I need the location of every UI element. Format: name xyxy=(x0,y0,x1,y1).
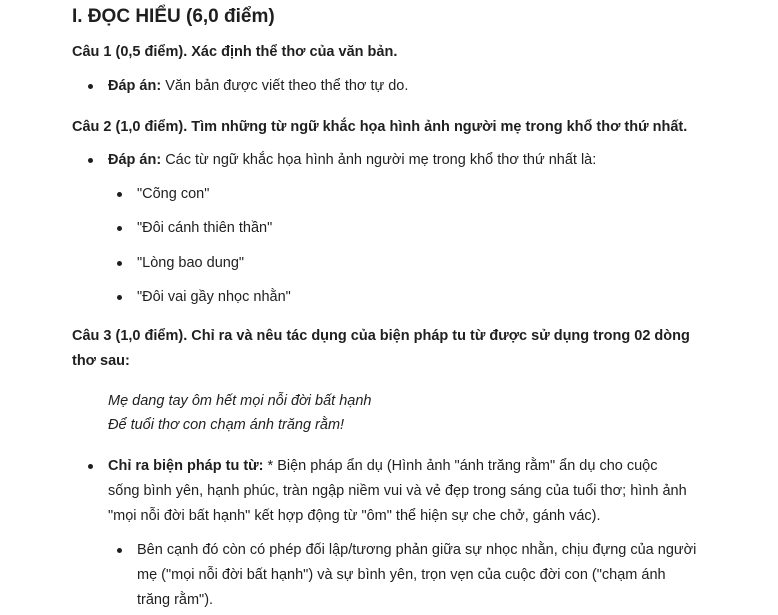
list-item: "Đôi cánh thiên thần" xyxy=(137,220,273,236)
sub-bullet-dot xyxy=(117,261,122,266)
question-3-title-line-1: Câu 3 (1,0 điểm). Chỉ ra và nêu tác dụng của biện pháp tu từ được sử dụng trong 02 dòng xyxy=(72,328,690,344)
question-3-point-line-3: "mọi nỗi đời bất hạnh" kết hợp động từ "ôm" thể hiện sự che chở, gánh vác). xyxy=(108,508,601,524)
question-3-sub-line-2: mẹ ("mọi nỗi đời bất hạnh") và sự bình yên, trọn vẹn của cuộc đời con ("chạm ánh xyxy=(137,567,666,583)
bullet-dot xyxy=(88,84,93,89)
question-2-answer xyxy=(108,148,596,172)
question-3-title-line-2: thơ sau: xyxy=(72,353,130,369)
list-item: "Đôi vai gầy nhọc nhằn" xyxy=(137,289,291,305)
question-3-point-line-2: sống bình yên, hạnh phúc, tràn ngập niềm vui và vẻ đẹp trong sáng của tuổi thơ; hình ảnh xyxy=(108,483,687,499)
sub-bullet-dot xyxy=(117,548,122,553)
section-title: I. ĐỌC HIỂU (6,0 điểm) xyxy=(72,6,275,27)
answer-label: Đáp án: xyxy=(108,152,162,168)
question-1-title: Câu 1 (0,5 điểm). Xác định thể thơ của văn bản. xyxy=(72,44,398,60)
question-3-sub-line-3: trăng rằm"). xyxy=(137,592,214,608)
bullet-dot xyxy=(88,464,93,469)
list-item: "Cõng con" xyxy=(137,186,210,202)
answer-text: Văn bản được viết theo thể thơ tự do. xyxy=(161,78,409,94)
question-2-title: Câu 2 (1,0 điểm). Tìm những từ ngữ khắc họa hình ảnh người mẹ trong khổ thơ thứ nhất. xyxy=(72,119,688,135)
point-text: * Biện pháp ẩn dụ (Hình ảnh "ánh trăng rằm" ẩn dụ cho cuộc xyxy=(263,458,658,474)
point-label: Chỉ ra biện pháp tu từ: xyxy=(108,458,264,474)
sub-bullet-dot xyxy=(117,192,122,197)
question-3-sub-line-1: Bên cạnh đó còn có phép đối lập/tương phản giữa sự nhọc nhằn, chịu đựng của người xyxy=(137,542,697,558)
question-3-point-line-1 xyxy=(108,454,658,478)
sub-bullet-dot xyxy=(117,226,122,231)
list-item: "Lòng bao dung" xyxy=(137,255,245,271)
bullet-dot xyxy=(88,158,93,163)
answer-text: Các từ ngữ khắc họa hình ảnh người mẹ trong khổ thơ thứ nhất là: xyxy=(161,152,597,168)
poem-line-2: Để tuổi thơ con chạm ánh trăng rằm! xyxy=(108,417,345,433)
question-1-answer xyxy=(108,74,408,98)
answer-label: Đáp án: xyxy=(108,78,162,94)
poem-line-1: Mẹ dang tay ôm hết mọi nỗi đời bất hạnh xyxy=(108,393,372,409)
sub-bullet-dot xyxy=(117,295,122,300)
